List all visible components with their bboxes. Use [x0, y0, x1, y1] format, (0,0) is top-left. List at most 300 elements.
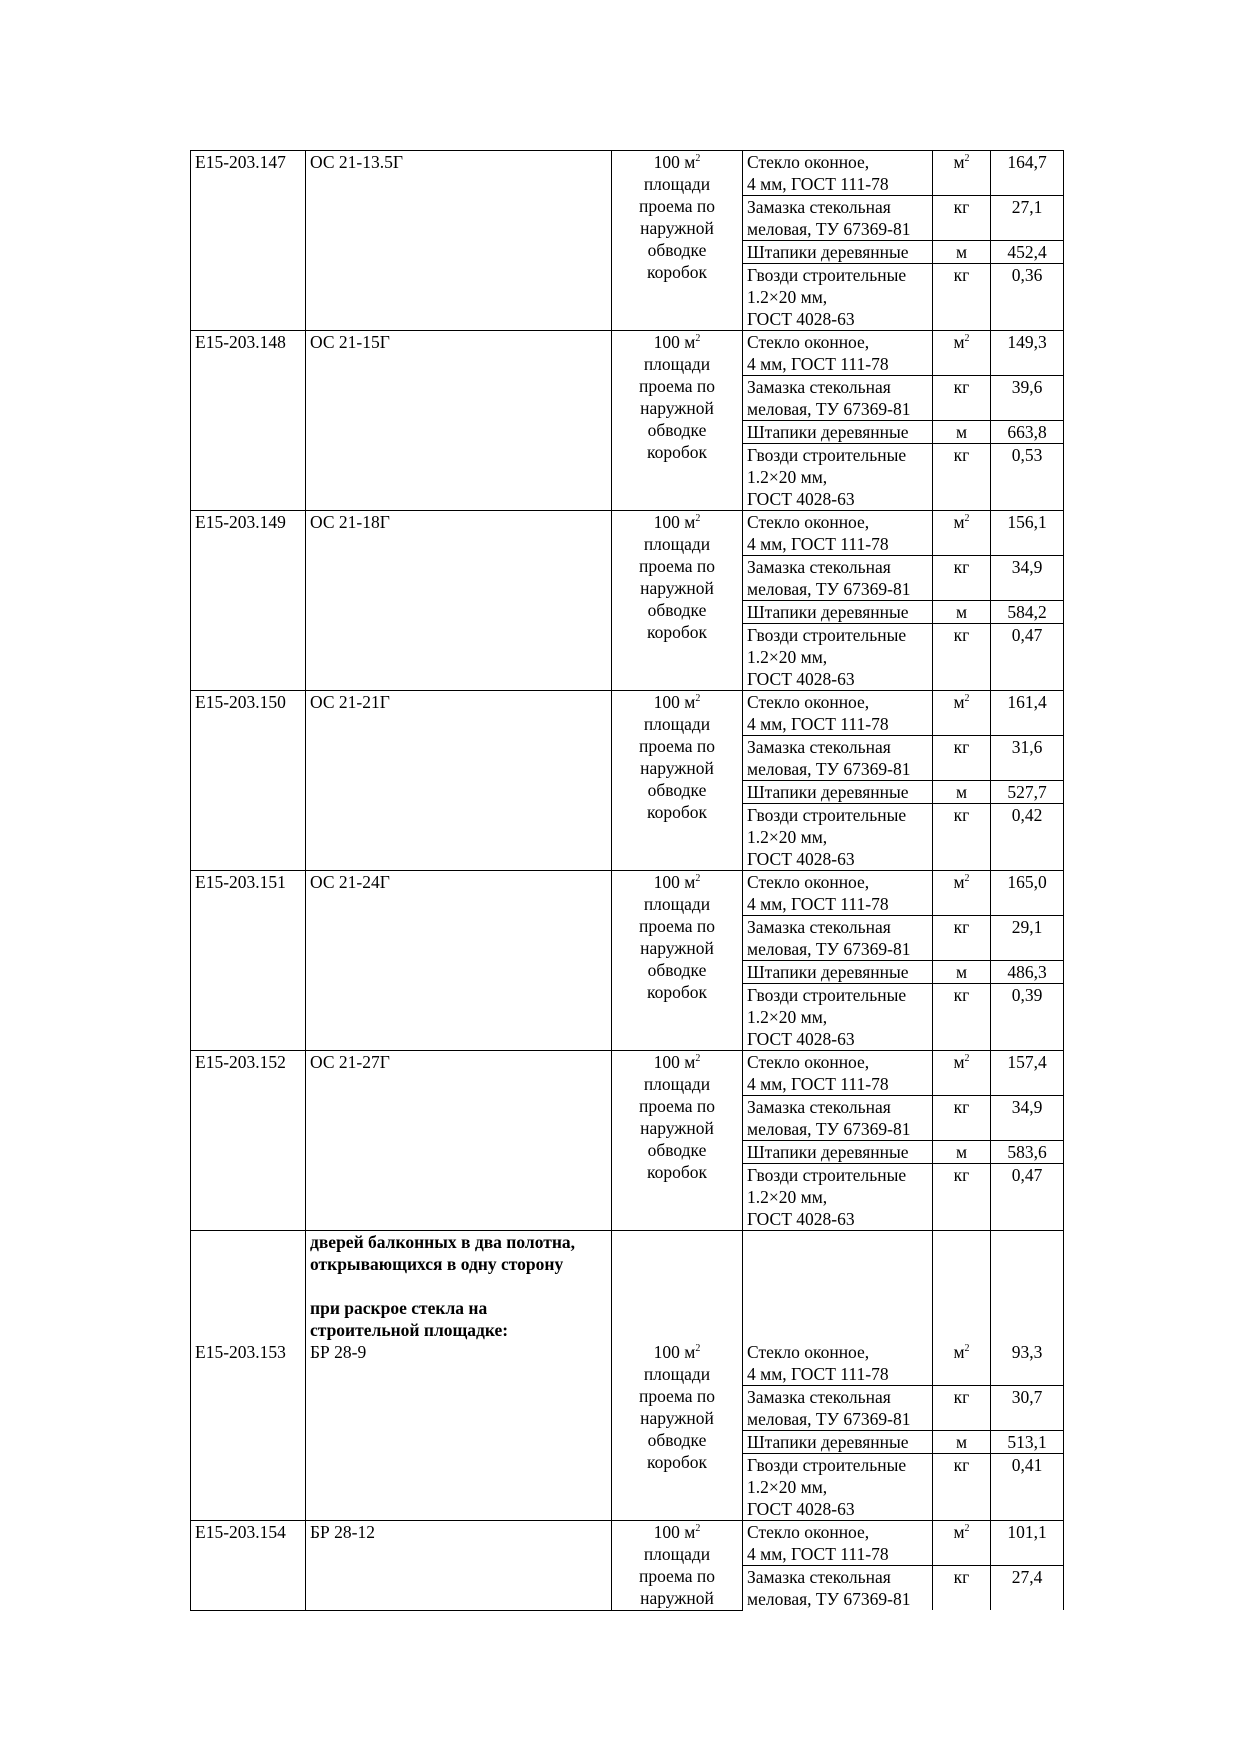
- material-quantity-cell: [991, 1164, 1064, 1231]
- material-unit: м: [955, 422, 968, 442]
- material-unit-cell: [933, 1386, 991, 1431]
- material-unit: $м^2$: [953, 692, 970, 712]
- measure-unit-line: наружной: [640, 938, 714, 958]
- section-heading-line: строительной площадке:: [310, 1320, 509, 1340]
- measure-unit-line: 100 $м^2$: [653, 1052, 701, 1072]
- measure-unit-line: проема по: [638, 556, 716, 576]
- material-cell: [743, 736, 933, 781]
- material-quantity-cell: [991, 151, 1064, 196]
- norm-name-cell: [306, 1231, 612, 1521]
- material-unit: кг: [953, 985, 970, 1005]
- material-quantity-cell: [991, 736, 1064, 781]
- material-unit-cell: [933, 1164, 991, 1231]
- material-quantity: 452,4: [1007, 242, 1047, 262]
- measure-unit-line: обводке: [647, 1430, 707, 1450]
- measure-unit-line: наружной: [640, 1118, 714, 1138]
- section-heading-line: [310, 1275, 607, 1297]
- material-quantity-cell: [991, 1454, 1064, 1521]
- material-quantity: 0,36: [1011, 265, 1043, 285]
- measure-unit-line: 100 $м^2$: [653, 512, 701, 532]
- material-line: Стекло оконное,: [747, 692, 870, 712]
- norm-name: ОС 21-27Г: [310, 1052, 390, 1072]
- material-line: Стекло оконное,: [747, 872, 870, 892]
- norm-code: Е15-203.147: [195, 152, 286, 172]
- norm-code: Е15-203.149: [195, 512, 286, 532]
- norm-name-cell: [306, 691, 612, 871]
- material-quantity-cell: [991, 1231, 1064, 1386]
- material-cell: [743, 264, 933, 331]
- measure-unit-line: 100 $м^2$: [653, 1522, 701, 1542]
- material-quantity: 486,3: [1007, 962, 1047, 982]
- material-cell: [743, 1386, 933, 1431]
- material-quantity-cell: [991, 601, 1064, 624]
- material-cell: [743, 601, 933, 624]
- material-unit-cell: [933, 331, 991, 376]
- material-line: Гвозди строительные: [747, 805, 907, 825]
- material-line: Штапики деревянные: [747, 962, 909, 982]
- norm-name-cell: [306, 1051, 612, 1231]
- measure-unit-line: коробок: [646, 982, 708, 1002]
- measure-unit-cell: [612, 691, 743, 871]
- material-cell: [743, 444, 933, 511]
- material-line: 4 мм, ГОСТ 111-78: [747, 1544, 889, 1564]
- material-unit-cell: [933, 151, 991, 196]
- material-line: 4 мм, ГОСТ 111-78: [747, 714, 889, 734]
- table-row: [191, 691, 1064, 736]
- norm-code-cell: [191, 151, 306, 331]
- material-line: ГОСТ 4028-63: [747, 669, 855, 689]
- material-cell: [743, 1566, 933, 1611]
- material-unit-cell: [933, 556, 991, 601]
- norms-table-body: [191, 151, 1064, 1611]
- material-unit-cell: [933, 1096, 991, 1141]
- material-quantity: 164,7: [1007, 152, 1047, 172]
- material-line: Замазка стекольная: [747, 197, 891, 217]
- material-line: 1.2×20 мм,: [747, 1477, 828, 1497]
- norm-name: ОС 21-24Г: [310, 872, 390, 892]
- material-cell: [743, 691, 933, 736]
- measure-unit-line: площади: [643, 894, 711, 914]
- material-unit: кг: [953, 197, 970, 217]
- material-line: Стекло оконное,: [747, 332, 870, 352]
- material-unit-cell: [933, 781, 991, 804]
- norm-code: Е15-203.151: [195, 872, 286, 892]
- material-line: меловая, ТУ 67369-81: [747, 399, 911, 419]
- material-quantity: 149,3: [1007, 332, 1047, 352]
- material-quantity-cell: [991, 264, 1064, 331]
- material-unit: кг: [953, 737, 970, 757]
- measure-unit-line: проема по: [638, 736, 716, 756]
- material-unit-cell: [933, 1566, 991, 1611]
- material-line: Гвозди строительные: [747, 1455, 907, 1475]
- norm-code: Е15-203.150: [195, 692, 286, 712]
- material-line: Гвозди строительные: [747, 445, 907, 465]
- measure-unit-line: проема по: [638, 1096, 716, 1116]
- measure-unit-line: проема по: [638, 196, 716, 216]
- material-unit-cell: [933, 1454, 991, 1521]
- table-row: [191, 1231, 1064, 1386]
- material-quantity-cell: [991, 1141, 1064, 1164]
- material-quantity: 29,1: [1011, 917, 1043, 937]
- material-unit: м: [955, 782, 968, 802]
- material-quantity: 93,3: [1011, 1342, 1043, 1362]
- material-cell: [743, 511, 933, 556]
- material-unit: кг: [953, 625, 970, 645]
- table-row: [191, 871, 1064, 916]
- measure-unit-line: площади: [643, 1074, 711, 1094]
- material-cell: [743, 1454, 933, 1521]
- material-quantity-cell: [991, 376, 1064, 421]
- material-quantity-cell: [991, 871, 1064, 916]
- material-line: Стекло оконное,: [747, 1522, 870, 1542]
- material-unit-cell: [933, 1231, 991, 1386]
- measure-unit-line: площади: [643, 714, 711, 734]
- measure-unit-line: проема по: [638, 1386, 716, 1406]
- measure-unit-cell: [612, 871, 743, 1051]
- material-line: Штапики деревянные: [747, 1432, 909, 1452]
- material-unit-cell: [933, 1141, 991, 1164]
- table-row: [191, 1521, 1064, 1566]
- norm-name: ОС 21-15Г: [310, 332, 390, 352]
- material-line: 4 мм, ГОСТ 111-78: [747, 354, 889, 374]
- norm-code: Е15-203.154: [195, 1522, 286, 1542]
- material-quantity-cell: [991, 1051, 1064, 1096]
- material-unit: $м^2$: [953, 1052, 970, 1072]
- material-line: 4 мм, ГОСТ 111-78: [747, 174, 889, 194]
- material-cell: [743, 1096, 933, 1141]
- material-line: Гвозди строительные: [747, 1165, 907, 1185]
- measure-unit-line: 100 $м^2$: [653, 692, 701, 712]
- material-quantity: 0,53: [1011, 445, 1043, 465]
- material-unit: $м^2$: [953, 1342, 970, 1362]
- material-line: ГОСТ 4028-63: [747, 1029, 855, 1049]
- material-quantity: 0,47: [1011, 625, 1043, 645]
- measure-unit-line: коробок: [646, 1452, 708, 1472]
- material-line: Гвозди строительные: [747, 625, 907, 645]
- material-unit-cell: [933, 984, 991, 1051]
- measure-unit-line: 100 $м^2$: [653, 1342, 701, 1362]
- measure-unit-cell: [612, 331, 743, 511]
- table-row: [191, 511, 1064, 556]
- material-line: ГОСТ 4028-63: [747, 849, 855, 869]
- measure-unit-line: коробок: [646, 442, 708, 462]
- material-quantity: 31,6: [1011, 737, 1043, 757]
- norm-code-cell: [191, 331, 306, 511]
- material-quantity-cell: [991, 1431, 1064, 1454]
- norm-name-cell: [306, 1521, 612, 1611]
- norm-code-cell: [191, 1051, 306, 1231]
- material-unit-cell: [933, 376, 991, 421]
- material-quantity: 527,7: [1007, 782, 1047, 802]
- material-unit-cell: [933, 196, 991, 241]
- material-line: 1.2×20 мм,: [747, 467, 828, 487]
- material-quantity-cell: [991, 556, 1064, 601]
- measure-unit-line: коробок: [646, 1162, 708, 1182]
- material-quantity-cell: [991, 444, 1064, 511]
- material-cell: [743, 151, 933, 196]
- material-line: Стекло оконное,: [747, 512, 870, 532]
- material-unit: кг: [953, 1387, 970, 1407]
- material-unit-cell: [933, 511, 991, 556]
- table-row: [191, 151, 1064, 196]
- material-cell: [743, 1164, 933, 1231]
- material-quantity-cell: [991, 781, 1064, 804]
- material-unit: $м^2$: [953, 1522, 970, 1542]
- norm-name-cell: [306, 151, 612, 331]
- material-quantity-cell: [991, 1521, 1064, 1566]
- material-line: Стекло оконное,: [747, 152, 870, 172]
- material-line: Штапики деревянные: [747, 422, 909, 442]
- table-row: [191, 331, 1064, 376]
- measure-unit-cell: [612, 1521, 743, 1611]
- material-cell: [743, 916, 933, 961]
- measure-unit-line: обводке: [647, 960, 707, 980]
- material-cell: [743, 421, 933, 444]
- material-line: Штапики деревянные: [747, 1142, 909, 1162]
- material-quantity: 27,4: [1011, 1567, 1043, 1587]
- measure-unit-cell: [612, 1231, 743, 1521]
- measure-unit-line: обводке: [647, 600, 707, 620]
- material-line: 1.2×20 мм,: [747, 287, 828, 307]
- measure-unit-line: наружной: [640, 1588, 714, 1608]
- material-line: меловая, ТУ 67369-81: [747, 939, 911, 959]
- measure-unit-line: площади: [643, 534, 711, 554]
- material-quantity: 161,4: [1007, 692, 1047, 712]
- measure-unit-line: коробок: [646, 802, 708, 822]
- material-line: 4 мм, ГОСТ 111-78: [747, 534, 889, 554]
- material-quantity-cell: [991, 331, 1064, 376]
- material-quantity: 0,41: [1011, 1455, 1043, 1475]
- material-unit: м: [955, 1142, 968, 1162]
- material-unit: $м^2$: [953, 332, 970, 352]
- material-quantity: 30,7: [1011, 1387, 1043, 1407]
- material-cell: [743, 556, 933, 601]
- norm-name: ОС 21-13.5Г: [310, 152, 403, 172]
- material-line: меловая, ТУ 67369-81: [747, 759, 911, 779]
- material-line: Замазка стекольная: [747, 737, 891, 757]
- material-unit: кг: [953, 445, 970, 465]
- material-cell: [743, 1431, 933, 1454]
- table-row: [191, 1051, 1064, 1096]
- measure-unit-cell: [612, 151, 743, 331]
- measure-unit-line: наружной: [640, 1408, 714, 1428]
- material-line: 4 мм, ГОСТ 111-78: [747, 1364, 889, 1384]
- material-unit-cell: [933, 871, 991, 916]
- material-unit-cell: [933, 241, 991, 264]
- section-heading-line: при раскрое стекла на: [310, 1298, 488, 1318]
- material-unit-cell: [933, 961, 991, 984]
- material-quantity-cell: [991, 691, 1064, 736]
- material-line: меловая, ТУ 67369-81: [747, 1409, 911, 1429]
- material-line: 4 мм, ГОСТ 111-78: [747, 1074, 889, 1094]
- measure-unit-line: наружной: [640, 758, 714, 778]
- material-line: Штапики деревянные: [747, 602, 909, 622]
- measure-unit-line: проема по: [638, 916, 716, 936]
- material-line: 1.2×20 мм,: [747, 647, 828, 667]
- material-cell: [743, 241, 933, 264]
- measure-unit-line: коробок: [646, 622, 708, 642]
- measure-unit-line: обводке: [647, 780, 707, 800]
- material-unit-cell: [933, 264, 991, 331]
- material-unit: м: [955, 242, 968, 262]
- norm-name: БР 28-9: [310, 1342, 367, 1362]
- material-unit: кг: [953, 917, 970, 937]
- material-quantity: 513,1: [1007, 1432, 1047, 1452]
- material-cell: [743, 331, 933, 376]
- material-cell: [743, 1141, 933, 1164]
- measure-unit-line: 100 $м^2$: [653, 152, 701, 172]
- section-heading-line: открывающихся в одну сторону: [310, 1254, 564, 1274]
- material-quantity: 0,42: [1011, 805, 1043, 825]
- material-line: меловая, ТУ 67369-81: [747, 219, 911, 239]
- material-quantity-cell: [991, 241, 1064, 264]
- norm-name-cell: [306, 871, 612, 1051]
- material-quantity-cell: [991, 624, 1064, 691]
- material-unit: кг: [953, 805, 970, 825]
- measure-unit-line: обводке: [647, 420, 707, 440]
- material-line: 1.2×20 мм,: [747, 1007, 828, 1027]
- measure-unit-line: площади: [643, 354, 711, 374]
- material-line: ГОСТ 4028-63: [747, 309, 855, 329]
- measure-unit-line: обводке: [647, 1140, 707, 1160]
- material-quantity: 34,9: [1011, 557, 1043, 577]
- norm-code-cell: [191, 871, 306, 1051]
- material-line: 1.2×20 мм,: [747, 827, 828, 847]
- material-quantity: 27,1: [1011, 197, 1043, 217]
- material-cell: [743, 984, 933, 1051]
- material-line: Замазка стекольная: [747, 1387, 891, 1407]
- material-unit-cell: [933, 1051, 991, 1096]
- material-line: Замазка стекольная: [747, 1097, 891, 1117]
- material-unit: м: [955, 602, 968, 622]
- material-line: меловая, ТУ 67369-81: [747, 1119, 911, 1139]
- material-line: Замазка стекольная: [747, 377, 891, 397]
- material-quantity-cell: [991, 196, 1064, 241]
- material-line: Стекло оконное,: [747, 1052, 870, 1072]
- measure-unit-line: площади: [643, 1364, 711, 1384]
- material-line: ГОСТ 4028-63: [747, 489, 855, 509]
- norm-code-cell: [191, 1231, 306, 1521]
- material-quantity-cell: [991, 511, 1064, 556]
- measure-unit-line: площади: [643, 174, 711, 194]
- material-unit: м: [955, 1432, 968, 1452]
- norm-code: Е15-203.153: [195, 1342, 286, 1362]
- material-line: Гвозди строительные: [747, 265, 907, 285]
- material-unit: $м^2$: [953, 152, 970, 172]
- material-cell: [743, 376, 933, 421]
- material-cell: [743, 871, 933, 916]
- material-line: Гвозди строительные: [747, 985, 907, 1005]
- material-quantity-cell: [991, 1386, 1064, 1431]
- material-quantity-cell: [991, 916, 1064, 961]
- material-unit-cell: [933, 624, 991, 691]
- measure-unit-cell: [612, 1051, 743, 1231]
- material-quantity: 663,8: [1007, 422, 1047, 442]
- material-unit-cell: [933, 736, 991, 781]
- material-quantity: 584,2: [1007, 602, 1047, 622]
- material-cell: [743, 196, 933, 241]
- material-cell: [743, 1521, 933, 1566]
- measure-unit-line: площади: [643, 1544, 711, 1564]
- material-line: Стекло оконное,: [747, 1342, 870, 1362]
- material-quantity: 0,39: [1011, 985, 1043, 1005]
- material-quantity-cell: [991, 804, 1064, 871]
- material-unit-cell: [933, 916, 991, 961]
- material-quantity-cell: [991, 984, 1064, 1051]
- material-quantity-cell: [991, 961, 1064, 984]
- material-quantity: 157,4: [1007, 1052, 1047, 1072]
- material-unit: кг: [953, 377, 970, 397]
- material-line: ГОСТ 4028-63: [747, 1499, 855, 1519]
- material-cell: [743, 1231, 933, 1386]
- material-quantity: 0,47: [1011, 1165, 1043, 1185]
- measure-unit-line: наружной: [640, 398, 714, 418]
- material-unit-cell: [933, 1521, 991, 1566]
- section-heading-line: дверей балконных в два полотна,: [310, 1232, 576, 1252]
- material-line: Штапики деревянные: [747, 782, 909, 802]
- material-unit: м: [955, 962, 968, 982]
- material-line: Штапики деревянные: [747, 242, 909, 262]
- material-unit: кг: [953, 1165, 970, 1185]
- material-unit: $м^2$: [953, 512, 970, 532]
- material-quantity: 34,9: [1011, 1097, 1043, 1117]
- material-unit: кг: [953, 1455, 970, 1475]
- material-line: 1.2×20 мм,: [747, 1187, 828, 1207]
- material-cell: [743, 1051, 933, 1096]
- norm-name: ОС 21-21Г: [310, 692, 390, 712]
- measure-unit-line: наружной: [640, 218, 714, 238]
- material-line: меловая, ТУ 67369-81: [747, 579, 911, 599]
- norm-code-cell: [191, 1521, 306, 1611]
- material-quantity-cell: [991, 1096, 1064, 1141]
- norm-code: Е15-203.148: [195, 332, 286, 352]
- material-unit: кг: [953, 265, 970, 285]
- measure-unit-cell: [612, 511, 743, 691]
- norm-code-cell: [191, 511, 306, 691]
- material-line: 4 мм, ГОСТ 111-78: [747, 894, 889, 914]
- material-quantity: 583,6: [1007, 1142, 1047, 1162]
- material-unit-cell: [933, 601, 991, 624]
- norm-name-cell: [306, 331, 612, 511]
- material-quantity: 39,6: [1011, 377, 1043, 397]
- material-unit-cell: [933, 421, 991, 444]
- material-line: ГОСТ 4028-63: [747, 1209, 855, 1229]
- norm-name: ОС 21-18Г: [310, 512, 390, 532]
- measure-unit-line: проема по: [638, 1566, 716, 1586]
- material-quantity: 165,0: [1007, 872, 1047, 892]
- measure-unit-line: коробок: [646, 262, 708, 282]
- material-unit: кг: [953, 1097, 970, 1117]
- material-line: Замазка стекольная: [747, 1567, 891, 1587]
- norm-name-cell: [306, 511, 612, 691]
- material-cell: [743, 961, 933, 984]
- material-unit-cell: [933, 691, 991, 736]
- material-line: Замазка стекольная: [747, 557, 891, 577]
- material-quantity: 156,1: [1007, 512, 1047, 532]
- norm-code: Е15-203.152: [195, 1052, 286, 1072]
- material-unit-cell: [933, 804, 991, 871]
- material-unit-cell: [933, 1431, 991, 1454]
- measure-unit-line: 100 $м^2$: [653, 332, 701, 352]
- material-quantity-cell: [991, 1566, 1064, 1611]
- material-quantity-cell: [991, 421, 1064, 444]
- material-unit: $м^2$: [953, 872, 970, 892]
- material-quantity: 101,1: [1007, 1522, 1047, 1542]
- norms-table: [190, 150, 1064, 1611]
- norm-code-cell: [191, 691, 306, 871]
- measure-unit-line: проема по: [638, 376, 716, 396]
- material-unit: кг: [953, 557, 970, 577]
